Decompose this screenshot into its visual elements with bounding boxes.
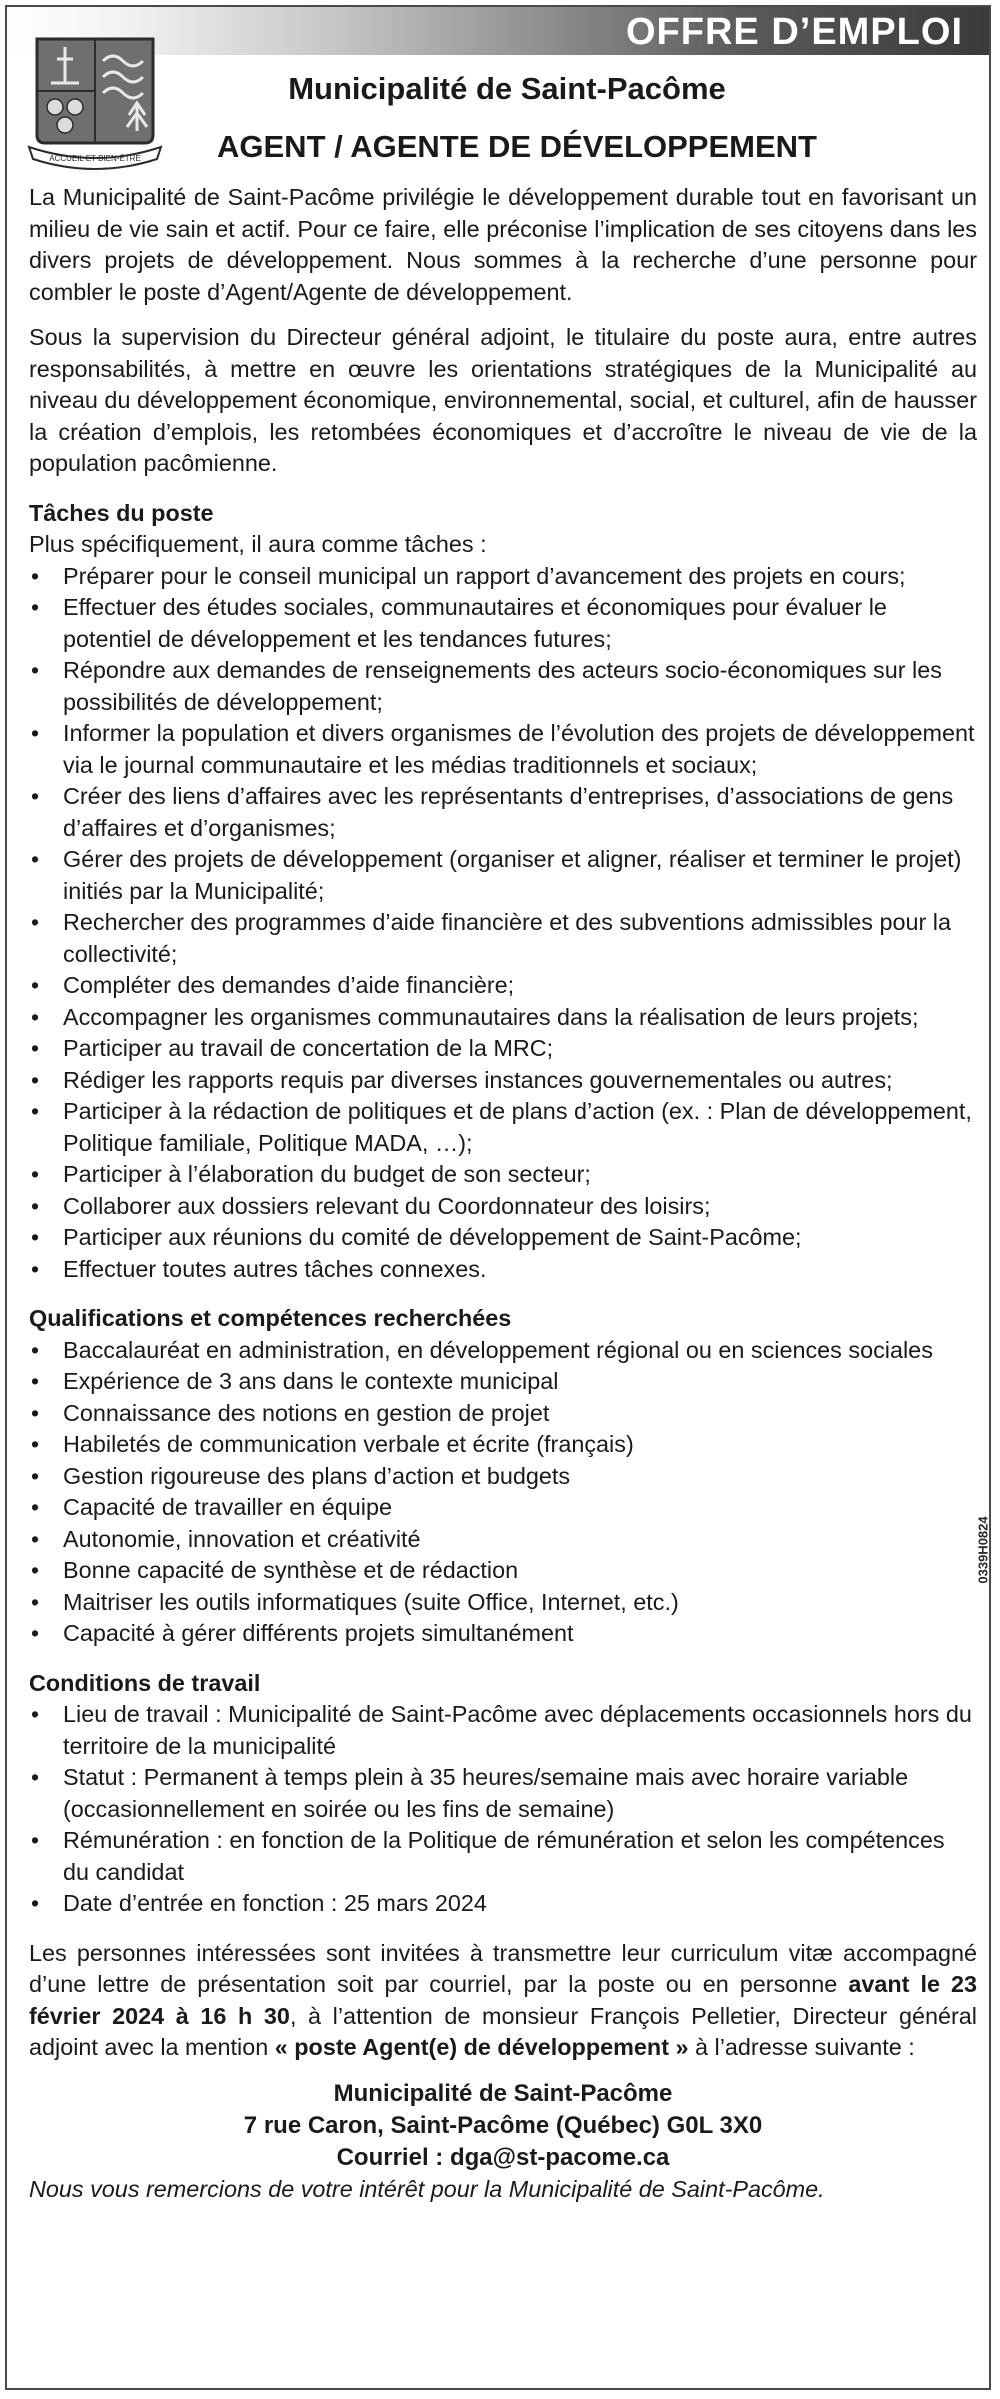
list-item: • Autonomie, innovation et créativité: [29, 1524, 977, 1556]
list-item: • Habiletés de communication verbale et écrite (français): [29, 1429, 977, 1461]
list-item: • Préparer pour le conseil municipal un rapport d’avancement des projets en cours;: [29, 561, 977, 593]
qualifications-list: [29, 1335, 977, 1650]
list-item: • Gestion rigoureuse des plans d’action et budgets: [29, 1461, 977, 1493]
svg-text:ACCUEIL ET BIEN-ÊTRE: ACCUEIL ET BIEN-ÊTRE: [49, 154, 141, 163]
conditions-heading: Conditions de travail: [29, 1669, 261, 1696]
list-item: • Baccalauréat en administration, en développement régional ou en sciences sociales: [29, 1335, 977, 1367]
list-item: • Effectuer des études sociales, communautaires et économiques pour évaluer le potentiel de développement et les tendances futures;: [29, 592, 977, 655]
organization-name: Municipalité de Saint-Pacôme: [288, 71, 726, 106]
job-ad: [5, 5, 991, 2390]
address-name: Municipalité de Saint-Pacôme: [333, 2079, 673, 2107]
list-item: • Participer aux réunions du comité de développement de Saint-Pacôme;: [29, 1222, 977, 1254]
list-item: • Rémunération : en fonction de la Politique de rémunération et selon les compétences du candidat: [29, 1825, 977, 1888]
mailing-address: [29, 2078, 977, 2174]
list-item: • Collaborer aux dossiers relevant du Coordonnateur des loisirs;: [29, 1191, 977, 1223]
application-instructions: [29, 1938, 977, 2064]
conditions-list: [29, 1699, 977, 1920]
application-mention: « poste Agent(e) de développement »: [274, 2034, 689, 2060]
ad-body: [29, 182, 977, 2205]
list-item: • Gérer des projets de développement (organiser et aligner, réaliser et terminer le projet) initiés par la Municipalité;: [29, 844, 977, 907]
list-item: • Compléter des demandes d’aide financière;: [29, 970, 977, 1002]
job-title: AGENT / AGENTE DE DÉVELOPPEMENT: [217, 129, 817, 164]
list-item: • Participer à l’élaboration du budget de son secteur;: [29, 1159, 977, 1191]
list-item: • Expérience de 3 ans dans le contexte municipal: [29, 1366, 977, 1398]
tasks-lead: Plus spécifiquement, il aura comme tâches :: [29, 531, 487, 557]
closing-note: Nous vous remercions de votre intérêt pour la Municipalité de Saint-Pacôme.: [29, 2175, 825, 2202]
list-item: • Bonne capacité de synthèse et de rédaction: [29, 1555, 977, 1587]
intro-paragraph-1: La Municipalité de Saint-Pacôme privilégie le développement durable tout en favorisant un milieu de vie sain et actif. Pour ce faire, elle préconise l’implication de ses citoyens dans les divers projets de développement. Nous sommes à la recherche d’une personne pour combler le poste d’Agent/Agente de développement.: [29, 184, 977, 305]
address-email: Courriel : dga@st-pacome.ca: [336, 2143, 670, 2171]
ad-reference-code-text: 0339H0824: [975, 1516, 991, 1584]
list-item: • Statut : Permanent à temps plein à 35 heures/semaine mais avec horaire variable (occasionnellement en soirée ou les fins de semaine): [29, 1762, 977, 1825]
application-text: Les personnes intéressées sont invitées à transmettre leur curriculum vitæ accompagné d’une lettre de présentation soit par courriel, par la poste ou en personne: [29, 1939, 977, 1997]
application-text: , à l’attention de monsieur François Pelletier, Directeur général adjoint avec la mention: [29, 2002, 977, 2060]
list-item: • Participer à la rédaction de politiques et de plans d’action (ex. : Plan de développement, Politique familiale, Politique MADA, …);: [29, 1096, 977, 1159]
list-item: • Capacité de travailler en équipe: [29, 1492, 977, 1524]
application-text: à l’adresse suivante :: [688, 2034, 915, 2060]
tasks-list: [29, 561, 977, 1286]
list-item: • Créer des liens d’affaires avec les représentants d’entreprises, d’associations de gens d’affaires et d’organismes;: [29, 781, 977, 844]
list-item: • Participer au travail de concertation de la MRC;: [29, 1033, 977, 1065]
application-deadline: avant le 23 février 2024 à 16 h 30: [29, 1971, 977, 2029]
list-item: • Connaissance des notions en gestion de projet: [29, 1398, 977, 1430]
list-item: • Accompagner les organismes communautaires dans la réalisation de leurs projets;: [29, 1002, 977, 1034]
municipal-crest-logo: [25, 31, 165, 173]
list-item: • Informer la population et divers organismes de l’évolution des projets de développement via le journal communautaire et les médias traditionnels et sociaux;: [29, 718, 977, 781]
list-item: • Répondre aux demandes de renseignements des acteurs socio-économiques sur les possibilités de développement;: [29, 655, 977, 718]
list-item: • Capacité à gérer différents projets simultanément: [29, 1618, 977, 1650]
list-item: • Lieu de travail : Municipalité de Saint-Pacôme avec déplacements occasionnels hors du territoire de la municipalité: [29, 1699, 977, 1762]
banner-label: OFFRE D’EMPLOI: [626, 11, 963, 53]
list-item: • Rédiger les rapports requis par diverses instances gouvernementales ou autres;: [29, 1065, 977, 1097]
address-street: 7 rue Caron, Saint-Pacôme (Québec) G0L 3X0: [243, 2111, 763, 2139]
qualifications-heading: Qualifications et compétences recherchées: [29, 1305, 512, 1331]
tasks-heading: Tâches du poste: [29, 499, 214, 526]
list-item: • Date d’entrée en fonction : 25 mars 2024: [29, 1888, 977, 1920]
list-item: • Maitriser les outils informatiques (suite Office, Internet, etc.): [29, 1587, 977, 1619]
ad-reference-code: [976, 1485, 990, 1615]
intro-paragraph-2: Sous la supervision du Directeur général adjoint, le titulaire du poste aura, entre autres responsabilités, à mettre en œuvre les orientations stratégiques de la Municipalité au niveau du développement économique, environnemental, social, et culturel, afin de hausser la création d’emplois, les retombées économiques et d’accroître le niveau de vie de la population pacômienne.: [29, 324, 977, 476]
list-item: • Rechercher des programmes d’aide financière et des subventions admissibles pour la collectivité;: [29, 907, 977, 970]
list-item: • Effectuer toutes autres tâches connexes.: [29, 1254, 977, 1286]
